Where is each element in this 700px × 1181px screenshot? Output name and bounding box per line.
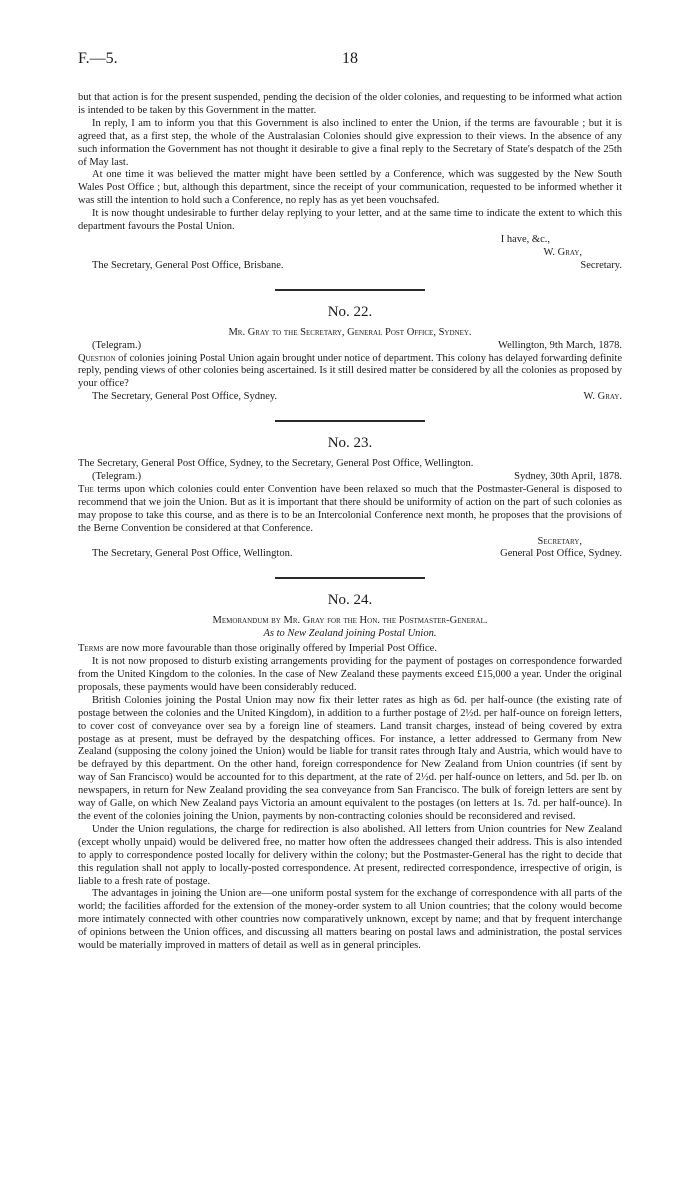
section-title: No. 24. xyxy=(327,592,373,609)
closing-formula: I have, &c., xyxy=(500,233,550,245)
closing-row xyxy=(78,260,622,273)
telegram-signer-title: Secretary, xyxy=(537,535,582,547)
memo-subject: As to New Zealand joining Postal Union. xyxy=(263,628,437,640)
page-header xyxy=(78,50,622,72)
section-no-22 xyxy=(78,303,622,404)
letter-closing xyxy=(78,234,622,273)
section-divider xyxy=(275,289,425,291)
telegram-signer-office: General Post Office, Sydney. xyxy=(500,548,622,560)
closing-signer: W. Gray, xyxy=(543,246,582,258)
section-subtitle: The Secretary, General Post Office, Sydney, to the Secretary, General Post Office, Wellington. xyxy=(78,458,474,470)
memo-paragraph-3: Under the Union regulations, the charge for redirection is also abolished. All letters from Union countries for New Zealand (except wholly unpaid) would be delivered free, no matter how often the addressees changed their address. This is also intended to apply to correspondence posted locally for delivery within the colony; but the Postmaster-General has the right to decide that this regulation shall not apply to locally-posted correspondence. At present, redirected correspondence, irrespective of origin, is liable to a fresh rate of postage. xyxy=(78,823,622,887)
telegram-addressee: The Secretary, General Post Office, Sydney. xyxy=(92,391,278,403)
memo-paragraph-1: It is not now proposed to disturb existing arrangements providing for the payment of postages on correspondence forwarded from the United Kingdom to the colonies. In the case of New Zealand these payments exceed £15,000 a year. Under the original proposals, these payments would have been considerably reduced. xyxy=(78,656,622,693)
telegram-sign-row xyxy=(78,548,622,561)
telegram-label: (Telegram.) xyxy=(92,471,142,483)
section-title: No. 23. xyxy=(327,435,373,452)
telegram-addressee: The Secretary, General Post Office, Wellington. xyxy=(92,548,293,560)
closing-signer-title: Secretary. xyxy=(580,259,622,271)
page-number: 18 xyxy=(342,50,358,67)
intro-paragraph-2: In reply, I am to inform you that this Government is also inclined to enter the Union, if the terms are favourable ; but it is agreed that, as a first step, the whole of the Australasian Colonies should give expression to their views. In the absence of any such information the Government has not thought it desirable to give a final reply to the Secretary of State's despatch of the 25th of May last. xyxy=(78,117,622,168)
document-reference: F.—5. xyxy=(78,50,118,67)
memo-paragraph-4: The advantages in joining the Union are—one uniform postal system for the exchange of correspondence with all parts of the world; the facilities afforded for the extension of the money-order system to all Union countries; that the colony would become more intimately connected with other countries now comparatively unknown, except by name; and that by frequent interchange of opinions between the Union offices, and discussing all matters bearing on postal laws and administration, the postal services would be materially improved in matters of detail as well as in general principles. xyxy=(78,888,622,952)
telegram-row xyxy=(78,340,622,353)
dateline: Wellington, 9th March, 1878. xyxy=(498,339,622,351)
page-body xyxy=(78,92,622,953)
section-divider xyxy=(275,420,425,422)
closing-addressee: The Secretary, General Post Office, Brisbane. xyxy=(92,259,284,271)
section-divider xyxy=(275,577,425,579)
memo-first-paragraph: Terms are now more favourable than those originally offered by Imperial Post Office. xyxy=(78,643,437,655)
telegram-sign-row xyxy=(78,391,622,404)
telegram-label: (Telegram.) xyxy=(92,339,142,351)
telegram-signer: W. Gray. xyxy=(583,391,622,403)
section-no-23 xyxy=(78,434,622,561)
memo-paragraph-2: British Colonies joining the Postal Union may now fix their letter rates as high as 6d. per half-ounce (the existing rate of postage between the colonies and the United Kingdom), in addition to a further postage of 2½d. per half-ounce on foreign letters, to cover cost of conveyance over sea by a foreign line of steamers. Land transit charges, instead of being covered by extra postage as at present, must be defrayed by the despatching offices. For instance, a letter addressed to Germany from New Zealand (supposing the colony joined the Union) would be liable for transit rates through Italy and Austria, which would have to be defrayed by this department. On the other hand, foreign correspondence for New Zealand from Union countries (if sent by way of San Francisco) would be accounted for to this department, at the rate of 2½d. per half-ounce on letters, and 5d. per lb. on newspapers, in return for New Zealand providing the sea conveyance from San Francisco. The bulk of foreign letters are sent by way of Galle, on which New Zealand pays Victoria an amount equivalent to the postages (on letters at 1s. 7d. per half-ounce). In the event of the colonies joining the Union, payments by non-contracting colonies should be reconsidered and revised. xyxy=(78,694,622,822)
intro-paragraph-3: At one time it was believed the matter might have been settled by a Conference, which was suggested by the New South Wales Post Office ; but, although this department, since the receipt of your communication, requested to be informed whether it was still the intention to hold such a Conference, no reply has as yet been vouchsafed. xyxy=(78,169,622,207)
dateline: Sydney, 30th April, 1878. xyxy=(514,471,622,483)
intro-paragraph-1: but that action is for the present suspended, pending the decision of the older colonies, and requesting to be informed what action is intended to be taken by this Government in the matter. xyxy=(78,92,622,116)
section-subtitle: Mr. Gray to the Secretary, General Post Office, Sydney. xyxy=(228,326,472,338)
section-subtitle: Memorandum by Mr. Gray for the Hon. the Postmaster-General. xyxy=(212,615,488,627)
telegram-row xyxy=(78,471,622,484)
telegram-body: Question of colonies joining Postal Union again brought under notice of department. This colony has delayed forwarding definite reply, pending views of other colonies being ascertained. Is it still desired matter be considered by all the colonies as proposed by your office? xyxy=(78,352,622,390)
section-title: No. 22. xyxy=(327,303,373,320)
section-no-24 xyxy=(78,591,622,953)
intro-paragraph-4: It is now thought undesirable to further delay replying to your letter, and at the same time to indicate the extent to which this department favours the Postal Union. xyxy=(78,208,622,233)
telegram-body: The terms upon which colonies could enter Convention have been relaxed so much that the Postmaster-General is disposed to recommend that we join the Union. But as it is important that there should be uniformity of action on the part of such colonies as may propose to take this course, and as there is to be an Intercolonial Conference next month, he proposes that the provisions of the Berne Convention be considered at that Conference. xyxy=(78,483,622,534)
